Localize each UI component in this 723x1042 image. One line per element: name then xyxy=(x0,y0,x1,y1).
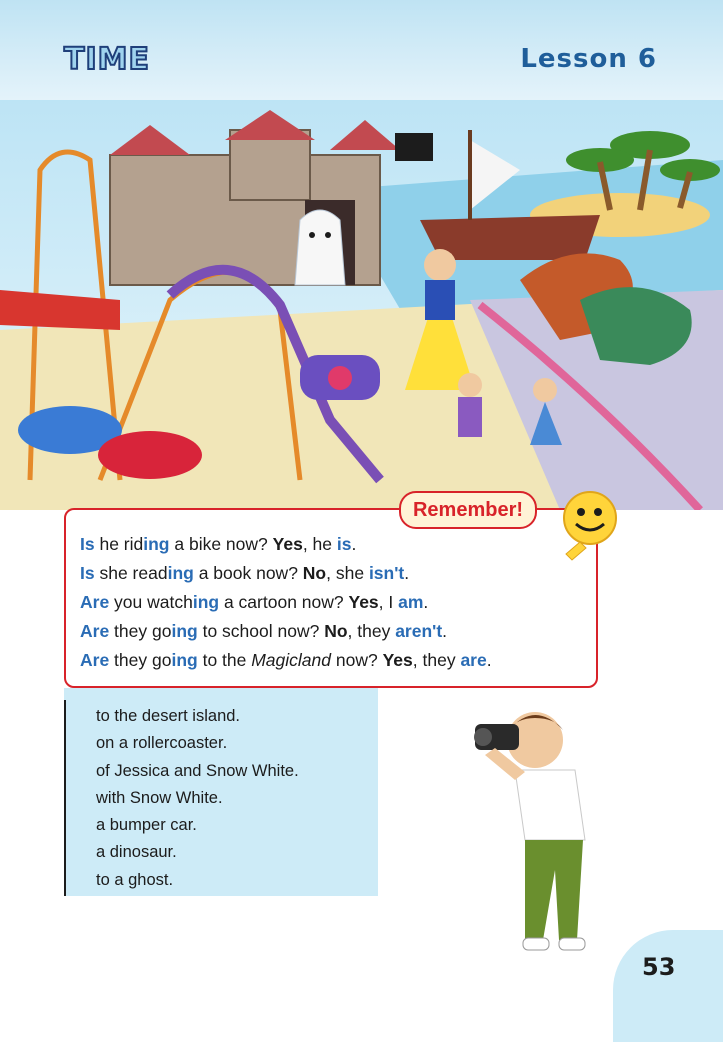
sentence-fragment: , they xyxy=(347,621,396,641)
sentence-fragment: is xyxy=(336,534,352,554)
sentence-fragment: Is xyxy=(80,563,95,583)
example-sentence xyxy=(80,617,492,646)
sentence-fragment: . xyxy=(404,563,410,583)
amusement-park-illustration xyxy=(0,100,723,510)
sentence-fragment: Are xyxy=(80,621,110,641)
page-number: 53 xyxy=(642,953,676,981)
answer-line xyxy=(64,700,66,896)
boy-with-camera-illustration xyxy=(465,700,625,960)
phrase-item: of Jessica and Snow White. xyxy=(96,761,299,780)
phrase-item: with Snow White. xyxy=(96,788,223,807)
sentence-fragment: . xyxy=(486,650,492,670)
phrase-item: a bumper car. xyxy=(96,816,197,835)
sentence-fragment: Yes xyxy=(382,650,413,670)
phrase-item: a dinosaur. xyxy=(96,843,177,862)
sentence-fragment: Magicland xyxy=(251,650,332,670)
sentence-fragment: . xyxy=(423,592,429,612)
sentence-fragment: to the xyxy=(197,650,252,670)
remember-badge: Remember! xyxy=(399,491,537,529)
phrase-item: to a ghost. xyxy=(96,870,174,889)
sentence-fragment: a bike now? xyxy=(169,534,273,554)
sentence-fragment: No xyxy=(324,621,348,641)
sentence-fragment: No xyxy=(302,563,327,583)
sentence-fragment: Yes xyxy=(348,592,379,612)
phrase-item: on a rollercoaster. xyxy=(96,734,228,753)
page-tab xyxy=(613,930,723,1042)
sentence-fragment: . xyxy=(351,534,357,554)
sentence-fragment: am xyxy=(398,592,424,612)
sentence-fragment: a cartoon now? xyxy=(219,592,349,612)
sentence-fragment: a book now? xyxy=(193,563,303,583)
sentence-fragment: now? xyxy=(331,650,383,670)
example-sentence xyxy=(80,646,492,675)
sentence-fragment: , I xyxy=(378,592,399,612)
sentence-fragment: Is xyxy=(80,534,95,554)
phrase-list xyxy=(96,703,299,894)
sentence-fragment: . xyxy=(442,621,448,641)
lesson-label: Lesson 6 xyxy=(520,44,657,74)
sentence-fragment: he rid xyxy=(94,534,144,554)
sentence-fragment: Yes xyxy=(272,534,303,554)
sentence-fragment: , she xyxy=(326,563,369,583)
unit-title: TIME xyxy=(64,42,150,77)
sentence-fragment: Are xyxy=(80,592,110,612)
sentence-fragment: , they xyxy=(412,650,461,670)
sentence-fragment: she read xyxy=(94,563,168,583)
page-header xyxy=(0,0,723,105)
sentence-fragment: are xyxy=(460,650,487,670)
sentence-fragment: you watch xyxy=(109,592,193,612)
sentence-fragment: ing xyxy=(192,592,220,612)
sentence-fragment: Are xyxy=(80,650,110,670)
sentence-fragment: ing xyxy=(167,563,194,583)
sentence-fragment: ing xyxy=(143,534,170,554)
sentence-fragment: , he xyxy=(302,534,337,554)
example-sentence xyxy=(80,559,492,588)
example-sentence xyxy=(80,530,492,559)
question-examples xyxy=(80,530,492,675)
phrase-item: to the desert island. xyxy=(96,707,241,725)
sentence-fragment: they go xyxy=(109,621,172,641)
sentence-fragment: ing xyxy=(171,650,198,670)
sentence-fragment: isn't xyxy=(368,563,405,583)
smiley-pointer-icon xyxy=(556,488,622,568)
example-sentence xyxy=(80,588,492,617)
sentence-fragment: to school now? xyxy=(197,621,325,641)
sentence-fragment: they go xyxy=(109,650,172,670)
sentence-fragment: ing xyxy=(171,621,198,641)
sentence-fragment: aren't xyxy=(395,621,443,641)
